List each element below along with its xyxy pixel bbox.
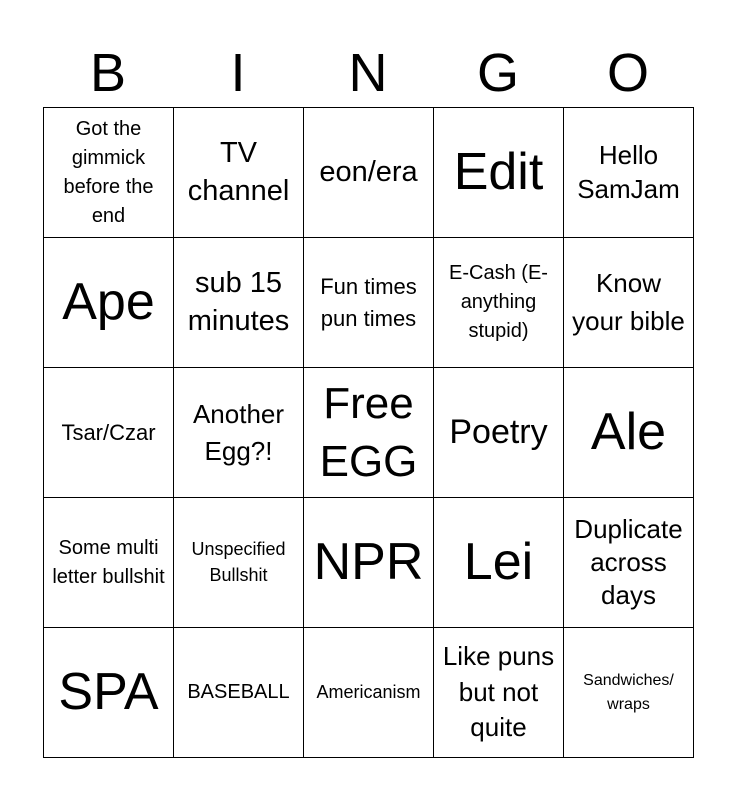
header-letter-g: G (476, 43, 519, 103)
cell-text: Tsar/Czar (61, 419, 156, 445)
cell-text: Free EGG (319, 379, 418, 486)
header-letter-n: N (348, 43, 388, 103)
cell-text: Know your bible (572, 267, 685, 336)
cell-text: SPA (58, 663, 159, 722)
bingo-cell[interactable] (44, 368, 174, 498)
bingo-cell[interactable] (174, 368, 304, 498)
bingo-cell[interactable] (44, 628, 174, 758)
cell-text: Americanism (316, 681, 421, 702)
header-letter-i: I (230, 43, 246, 103)
cell-text: Hello SamJam (577, 139, 680, 204)
bingo-cell[interactable] (564, 498, 694, 628)
cell-text: E-Cash (E-anything stupid) (449, 262, 548, 342)
cell-text: Ape (62, 273, 155, 332)
bingo-board (43, 107, 694, 758)
bingo-cell[interactable] (304, 368, 434, 498)
cell-text: Edit (453, 143, 544, 202)
cell-text: Like puns but not quite (442, 640, 555, 743)
header-letter-o: O (606, 43, 649, 103)
bingo-cell[interactable] (434, 238, 564, 368)
bingo-cell[interactable] (174, 498, 304, 628)
bingo-cell[interactable] (304, 108, 434, 238)
cell-text: eon/era (319, 155, 418, 188)
cell-text: sub 15 minutes (187, 266, 290, 337)
cell-text: Poetry (449, 413, 548, 452)
cell-text: Unspecified Bullshit (191, 538, 286, 585)
cell-text: BASEBALL (187, 681, 290, 703)
bingo-cell[interactable] (564, 628, 694, 758)
bingo-cell[interactable] (434, 498, 564, 628)
bingo-cell[interactable] (174, 238, 304, 368)
bingo-cell[interactable] (434, 628, 564, 758)
bingo-cell[interactable] (304, 628, 434, 758)
cell-text: Got the gimmick before the end (63, 117, 154, 227)
cell-text: Fun times pun times (320, 274, 417, 331)
bingo-cell[interactable] (44, 238, 174, 368)
bingo-cell[interactable] (44, 108, 174, 238)
cell-text: TV channel (187, 136, 290, 207)
cell-text: Another Egg?! (192, 399, 285, 466)
bingo-cell[interactable] (564, 368, 694, 498)
bingo-header (43, 42, 693, 104)
cell-text: Duplicate across days (574, 513, 683, 610)
bingo-cell[interactable] (174, 628, 304, 758)
cell-text: Lei (463, 533, 534, 592)
cell-text: Sandwiches/ wraps (583, 672, 674, 713)
bingo-cell[interactable] (434, 108, 564, 238)
bingo-cell[interactable] (304, 238, 434, 368)
cell-text: NPR (313, 533, 424, 592)
bingo-cell[interactable] (564, 108, 694, 238)
cell-text: Ale (590, 403, 667, 462)
bingo-cell[interactable] (304, 498, 434, 628)
cell-text: Some multi letter bullshit (52, 536, 165, 588)
bingo-cell[interactable] (564, 238, 694, 368)
bingo-cell[interactable] (434, 368, 564, 498)
bingo-cell[interactable] (44, 498, 174, 628)
header-letter-b: B (89, 43, 127, 103)
bingo-cell[interactable] (174, 108, 304, 238)
